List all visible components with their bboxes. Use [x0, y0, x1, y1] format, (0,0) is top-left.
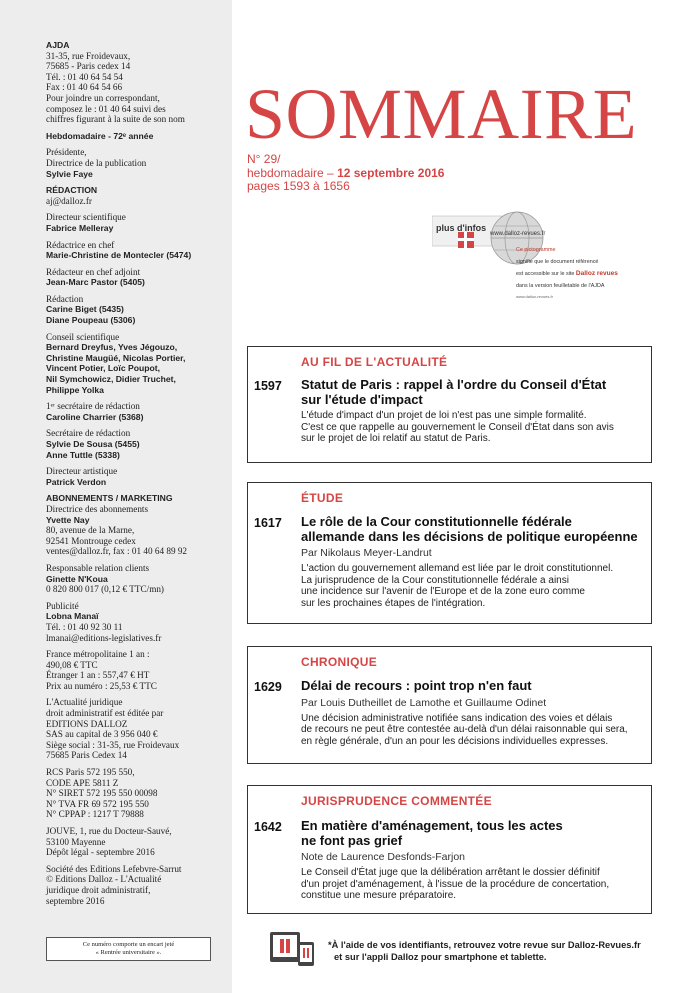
- staff-name: Fabrice Melleray: [46, 222, 114, 233]
- copyright-line: septembre 2016: [46, 895, 105, 906]
- article-content: [301, 819, 643, 902]
- footer-line: et sur l'appli Dalloz pour smartphone et tablette.: [334, 951, 547, 962]
- staff-name: Carine Biget (5435): [46, 304, 124, 315]
- article-desc-line: L'action du gouvernement allemand est liée par le droit constitutionnel.: [301, 563, 614, 574]
- publicite-role: Publicité: [46, 600, 79, 611]
- redaction-heading: RÉDACTION: [46, 185, 98, 196]
- abonnements-role: Directrice des abonnements: [46, 503, 149, 514]
- picto-note-line: signifie que le document référencé: [516, 259, 599, 265]
- article-box[interactable]: [247, 646, 652, 764]
- printer-line: 53100 Mayenne: [46, 836, 106, 847]
- rcs-line: N° SIRET 572 195 550 00098: [46, 788, 158, 799]
- article-title-line: Statut de Paris : rappel à l'ordre du Conseil d'État: [301, 377, 607, 392]
- rcs-line: RCS Paris 572 195 550,: [46, 767, 135, 778]
- picto-label: plus d'infos: [436, 223, 487, 233]
- staff-role: Directeur artistique: [46, 466, 118, 477]
- footer-note: [328, 940, 641, 963]
- issue-type-date: [247, 167, 444, 181]
- article-desc-line: C'est ce que rappelle au gouvernement le Conseil d'État dans son avis: [301, 421, 614, 433]
- article-desc-line: constitue une mesure préparatoire.: [301, 890, 457, 902]
- legal-line: Siège social : 31-35, rue Froidevaux: [46, 739, 180, 750]
- article-desc: [301, 563, 643, 609]
- legal-line: 75685 Paris Cedex 14: [46, 750, 127, 761]
- staff-role: Rédaction: [46, 293, 84, 304]
- article-title-line: allemande dans les décisions de politique européenne: [301, 528, 638, 544]
- section-heading: JURISPRUDENCE COMMENTÉE: [301, 794, 492, 808]
- article-title-line: Délai de recours : point trop n'en faut: [301, 678, 532, 693]
- staff-role: Rédacteur en chef adjoint: [46, 266, 141, 277]
- article-desc-line: une incidence sur l'avenir de l'Europe et de la zone euro comme: [301, 586, 585, 598]
- article-title[interactable]: [301, 679, 643, 694]
- article-page: 1642: [254, 820, 282, 834]
- article-content: [301, 679, 643, 747]
- issue-type: hebdomadaire –: [247, 165, 338, 180]
- article-box[interactable]: [247, 346, 652, 463]
- legal-line: L'Actualité juridique: [46, 697, 123, 708]
- address-line: Tél. : 01 40 64 54 54: [46, 71, 123, 82]
- article-box[interactable]: [247, 785, 652, 914]
- president-role: Directrice de la publication: [46, 157, 147, 168]
- page-title: SOMMAIRE: [245, 74, 638, 154]
- article-title-line: Le rôle de la Cour constitutionnelle fédérale: [301, 514, 572, 529]
- insert-note-line: Ce numéro comporte un encart jeté: [82, 941, 175, 948]
- staff-name: Sylvie De Sousa (5455): [46, 439, 140, 449]
- price-line: Prix au numéro : 25,53 € TTC: [46, 680, 157, 691]
- abonnements-name: Yvette Nay: [46, 514, 90, 525]
- article-content: [301, 378, 643, 445]
- section-heading: AU FIL DE L'ACTUALITÉ: [301, 355, 448, 369]
- article-content: [301, 515, 643, 609]
- picto-note: [516, 244, 656, 292]
- abonnements-heading: ABONNEMENTS / MARKETING: [46, 493, 173, 504]
- article-page: 1629: [254, 680, 282, 694]
- address-line: composez le : 01 40 64 suivi des: [46, 103, 166, 114]
- copyright-line: Société des Editions Lefebvre-Sarrut: [46, 863, 182, 874]
- address-line: Pour joindre un correspondant,: [46, 92, 160, 103]
- article-desc: [301, 867, 643, 902]
- picto-small-url: www.dalloz-revues.fr: [516, 294, 553, 299]
- staff-name: Patrick Verdon: [46, 476, 107, 487]
- president-name: Sylvie Faye: [46, 168, 93, 179]
- redaction-email: aj@dalloz.fr: [46, 195, 92, 206]
- printer-line: Dépôt légal - septembre 2016: [46, 847, 155, 858]
- issue-pages: pages 1593 à 1656: [247, 179, 350, 193]
- staff-name: Marie-Christine de Montecler (5474): [46, 250, 192, 261]
- devices-icon: [268, 930, 318, 968]
- insert-note: [46, 937, 211, 961]
- masthead: [0, 0, 232, 993]
- footer-line: *À l'aide de vos identifiants, retrouvez votre revue sur Dalloz-Revues.fr: [328, 940, 641, 950]
- president-role: Présidente,: [46, 147, 87, 158]
- publicite-contact: Tél. : 01 40 92 30 11: [46, 621, 123, 632]
- article-desc: [301, 713, 643, 748]
- article-desc: [301, 410, 643, 445]
- article-page: 1597: [254, 379, 282, 393]
- address-line: chiffres figurant à la suite de son nom: [46, 114, 185, 125]
- staff-name: Jean-Marc Pastor (5405): [46, 277, 145, 288]
- price-line: France métropolitaine 1 an :: [46, 649, 150, 660]
- legal-line: EDITIONS DALLOZ: [46, 718, 128, 729]
- address-line: 75685 - Paris cedex 14: [46, 61, 131, 72]
- staff-name: Anne Tuttle (5338): [46, 449, 120, 460]
- article-desc-line: sur les prochaines étapes de l'intégration.: [301, 597, 486, 609]
- rcs-line: N° CPPAP : 1217 T 79888: [46, 809, 144, 820]
- picto-note-line: dans la version feuilletable de l'AJDA: [516, 283, 605, 289]
- publicite-name: Lobna Manaï: [46, 611, 99, 622]
- publicite-contact: lmanai@editions-legislatives.fr: [46, 632, 162, 643]
- issue-date: 12 septembre 2016: [337, 165, 445, 180]
- article-page: 1617: [254, 516, 282, 530]
- staff-name: Bernard Dreyfus, Yves Jégouzo,: [46, 342, 178, 353]
- staff-role: Directeur scientifique: [46, 212, 126, 223]
- article-desc-line: sur le projet de loi relatif au statut de Paris.: [301, 433, 491, 445]
- article-title-line: sur l'étude d'impact: [301, 391, 423, 407]
- staff-name: Diane Poupeau (5306): [46, 315, 136, 326]
- article-desc-line: L'étude d'impact d'un projet de loi n'est pas une simple formalité.: [301, 410, 587, 421]
- staff-name: Nil Symchowicz, Didier Truchet,: [46, 374, 176, 385]
- article-desc-line: Une décision administrative notifiée sans indication des voies et délais: [301, 712, 613, 724]
- legal-line: droit administratif est éditée par: [46, 708, 164, 719]
- staff-name: Vincent Potier, Loïc Poupot,: [46, 363, 160, 374]
- article-title-line: ne font pas grief: [301, 832, 403, 848]
- staff-name: Christine Maugüé, Nicolas Portier,: [46, 352, 186, 363]
- issue-number: N° 29/: [247, 152, 281, 166]
- staff-role: Rédactrice en chef: [46, 239, 115, 250]
- masthead-org: AJDA: [46, 40, 70, 50]
- frequency: Hebdomadaire - 72ᵉ année: [46, 130, 154, 141]
- picto-note-red: Dalloz revues: [575, 270, 618, 277]
- insert-note-line: « Rentrée universitaire ».: [95, 949, 162, 956]
- article-author: Par Louis Dutheillet de Lamothe et Guillaume Odinet: [301, 696, 547, 709]
- staff-role: 1ᵉʳ secrétaire de rédaction: [46, 401, 140, 412]
- abonnements-address: 92541 Montrouge cedex: [46, 535, 136, 546]
- abonnements-address: ventes@dalloz.fr, fax : 01 40 64 89 92: [46, 546, 188, 557]
- relation-name: Ginette N'Koua: [46, 573, 108, 584]
- article-desc-line: d'un projet d'aménagement, à l'issue de la procédure de concertation,: [301, 878, 610, 890]
- picto-note-line: Ce pictogramme: [516, 247, 556, 253]
- rcs-line: N° TVA FR 69 572 195 550: [46, 798, 149, 809]
- section-heading: ÉTUDE: [301, 491, 344, 505]
- relation-role: Responsable relation clients: [46, 562, 150, 573]
- article-title[interactable]: [301, 819, 643, 848]
- section-heading: CHRONIQUE: [301, 655, 378, 669]
- article-title[interactable]: [301, 378, 643, 407]
- article-desc-line: de recours ne peut être contestée au-delà d'un délai raisonnable qui sera,: [301, 724, 628, 736]
- staff-role: Secrétaire de rédaction: [46, 428, 131, 439]
- picto-note-text: est accessible sur le site: [516, 271, 576, 277]
- copyright-line: © Editions Dalloz - L'Actualité: [46, 874, 162, 885]
- abonnements-address: 80, avenue de la Marne,: [46, 525, 135, 536]
- legal-line: SAS au capital de 3 956 040 €: [46, 729, 158, 740]
- issue-info: [247, 153, 444, 194]
- article-author: Note de Laurence Desfonds-Farjon: [301, 851, 466, 863]
- article-box[interactable]: [247, 482, 652, 624]
- address-line: 31-35, rue Froidevaux,: [46, 50, 131, 61]
- price-line: 490,08 € TTC: [46, 659, 98, 670]
- article-title[interactable]: [301, 515, 643, 544]
- printer-line: JOUVE, 1, rue du Docteur-Sauvé,: [46, 826, 172, 836]
- article-desc-line: Le Conseil d'État juge que la délibération arrêtant le dossier définitif: [301, 867, 600, 878]
- relation-phone: 0 820 800 017 (0,12 € TTC/mn): [46, 584, 164, 595]
- article-desc-line: en règle générale, d'un an pour les décisions individuelles expresses.: [301, 735, 609, 747]
- staff-name: Philippe Yolka: [46, 384, 104, 395]
- article-title-line: En matière d'aménagement, tous les actes: [301, 818, 563, 833]
- article-author: Par Nikolaus Meyer-Landrut: [301, 547, 432, 559]
- staff-role: Conseil scientifique: [46, 331, 120, 342]
- picto-url: www.dalloz-revues.fr: [490, 231, 546, 237]
- price-line: Étranger 1 an : 557,47 € HT: [46, 670, 150, 681]
- article-desc-line: La jurisprudence de la Cour constitutionnelle fédérale a ainsi: [301, 574, 569, 586]
- rcs-line: CODE APE 5811 Z: [46, 777, 119, 788]
- address-line: Fax : 01 40 64 54 66: [46, 82, 123, 93]
- staff-name: Caroline Charrier (5368): [46, 411, 144, 422]
- picto-note-line: [516, 268, 656, 280]
- copyright-line: juridique droit administratif,: [46, 884, 151, 895]
